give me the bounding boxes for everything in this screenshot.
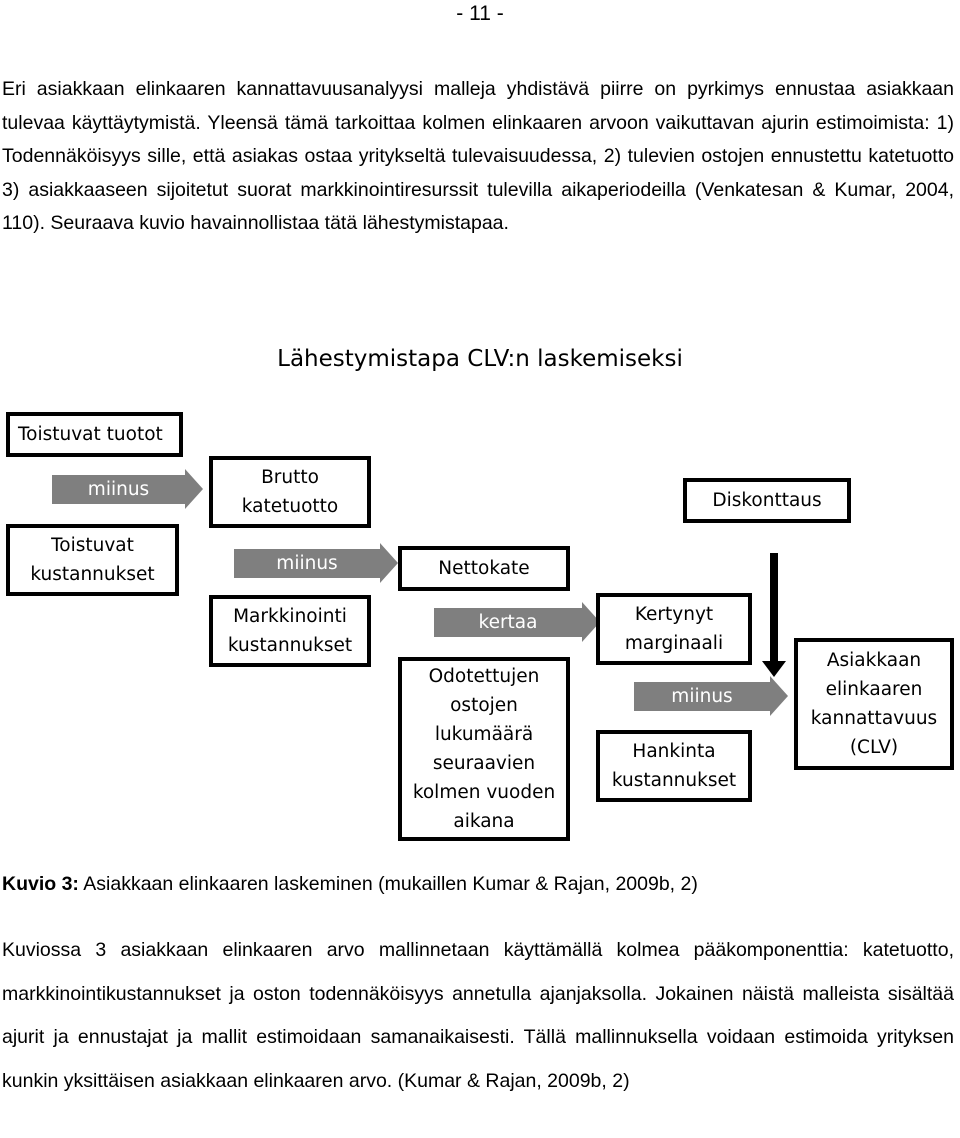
- box-net-margin: Nettokate: [398, 546, 570, 591]
- operator-minus-2: miinus: [234, 549, 380, 578]
- box-accumulated-margin: Kertynyt marginaali: [596, 593, 752, 665]
- clv-diagram: [0, 330, 960, 850]
- closing-paragraph: Kuviossa 3 asiakkaan elinkaaren arvo mallinnetaan käyttämällä kolmea pääkomponenttia: katetuotto, markkinointikustannukset ja oston todennäköisyys annetulla ajanjaksolla. Jokainen näistä malleista sisältää ajurit ja ennustajat ja mallit estimoidaan samanaikaisesti. Tällä mallinnuksella voidaan estimoida yrityksen kunkin yksittäisen asiakkaan elinkaaren arvo. (Kumar & Rajan, 2009b, 2): [2, 939, 954, 1093]
- figure-caption: [2, 870, 698, 898]
- box-discounting: Diskonttaus: [683, 478, 851, 523]
- box-clv: Asiakkaan elinkaaren kannattavuus (CLV): [794, 638, 954, 770]
- page-number: - 11 -: [456, 2, 504, 25]
- operator-minus-3: miinus: [634, 682, 770, 711]
- operator-minus-1: miinus: [52, 475, 185, 504]
- box-acquisition-costs: Hankinta kustannukset: [596, 730, 752, 802]
- box-marketing-costs: Markkinointi kustannukset: [209, 595, 371, 667]
- intro-paragraph: Eri asiakkaan elinkaaren kannattavuusanalyysi malleja yhdistävä piirre on pyrkimys ennustaa asiakkaan tulevaa käyttäytymistä. Yleensä tämä tarkoittaa kolmen elinkaaren arvoon vaikuttavan ajurin estimoimista: 1) Todennäköisyys sille, että asiakas ostaa yritykseltä tulevaisuudessa, 2) tulevien ostojen ennustettu katetuotto 3) asiakkaaseen sijoitetut suorat markkinointiresurssit tulevilla aikaperiodeilla (Venkatesan & Kumar, 2004, 110). Seuraava kuvio havainnollistaa tätä lähestymistapaa.: [2, 78, 954, 235]
- box-recurring-revenue: Toistuvat tuotot: [6, 412, 183, 457]
- figure-caption-label: Kuvio 3:: [2, 873, 79, 895]
- figure-caption-text: Asiakkaan elinkaaren laskeminen (mukaillen Kumar & Rajan, 2009b, 2): [78, 873, 698, 895]
- box-recurring-costs: Toistuvat kustannukset: [6, 524, 179, 596]
- box-gross-margin: Brutto katetuotto: [209, 456, 371, 528]
- down-arrow-icon: [770, 553, 778, 663]
- box-expected-purchases: Odotettujen ostojen lukumäärä seuraavien kolmen vuoden aikana: [398, 657, 570, 841]
- diagram-title: Lähestymistapa CLV:n laskemiseksi: [277, 346, 683, 372]
- operator-times: kertaa: [434, 608, 582, 637]
